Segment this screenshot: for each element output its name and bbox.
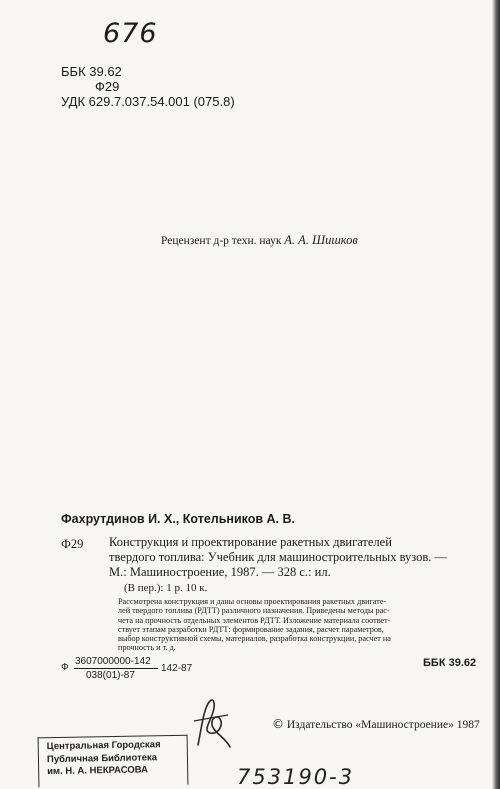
page-edge-shadow — [492, 0, 500, 789]
abstract-line: чета на прочность отдельных элементов РДТТ. Изложение материала соответ- — [118, 615, 391, 625]
price-line: (В пер.): 1 р. 10 к. — [124, 582, 208, 594]
handwritten-signature — [190, 695, 236, 753]
udk-code: УДК 629.7.037.54.001 (075.8) — [61, 94, 235, 109]
catalog-formula-prefix: Ф — [61, 662, 69, 673]
bibliography-line: Конструкция и проектирование ракетных двигателей — [109, 535, 392, 549]
copyright-text: Издательство «Машиностроение» 1987 — [284, 719, 480, 731]
bbk-code: ББК 39.62 — [61, 64, 122, 79]
handwritten-number: 676 — [103, 18, 158, 49]
bibliography-code: Ф29 — [61, 537, 84, 551]
bbk-bottom-code: ББК 39.62 — [423, 657, 477, 669]
bibliography-line: М.: Машиностроение, 1987. — 328 с.: ил. — [109, 565, 331, 579]
abstract-line: прочность и т. д. — [118, 643, 176, 653]
reviewer-line — [161, 233, 358, 248]
catalog-formula-suffix: 142-87 — [161, 663, 193, 674]
reviewer-name: А. А. Шишков — [284, 233, 358, 247]
copyright-symbol: © — [272, 717, 284, 731]
catalog-formula-numerator: 3607000000-142 — [75, 656, 151, 667]
bibliography-line: твердого топлива: Учебник для машиностроительных вузов. — — [109, 550, 448, 564]
abstract-text — [118, 597, 484, 653]
abstract-line: выбор конструктивной схемы, материалов, разработка конструкции, расчет на — [118, 634, 391, 644]
reviewer-prefix: Рецензент д-р техн. наук — [161, 235, 285, 247]
inventory-number: 753190-3 — [237, 765, 355, 789]
abstract-line: ствует этапам разработки РДТТ: формирование задания, расчет параметров, — [118, 624, 384, 634]
bibliography-entry — [109, 535, 484, 580]
catalog-formula-rule — [74, 668, 158, 669]
copyright-line — [272, 717, 480, 731]
abstract-line: Рассмотрена конструкция и даны основы проектирования ракетных двигате- — [118, 597, 387, 606]
author-mark-code: Ф29 — [95, 79, 120, 94]
abstract-line: лей твердого топлива (РДТТ) различного назначения. Приведены методы рас- — [118, 606, 390, 616]
authors-heading: Фахрутдинов И. Х., Котельников А. В. — [61, 512, 295, 526]
stamp-line: Центральная Городская — [46, 739, 161, 753]
library-stamp — [38, 735, 189, 788]
catalog-formula-denominator: 038(01)-87 — [86, 670, 135, 681]
stamp-line: им. Н. А. НЕКРАСОВА — [47, 764, 149, 778]
stamp-line: Публичная Библиотека — [46, 751, 158, 765]
